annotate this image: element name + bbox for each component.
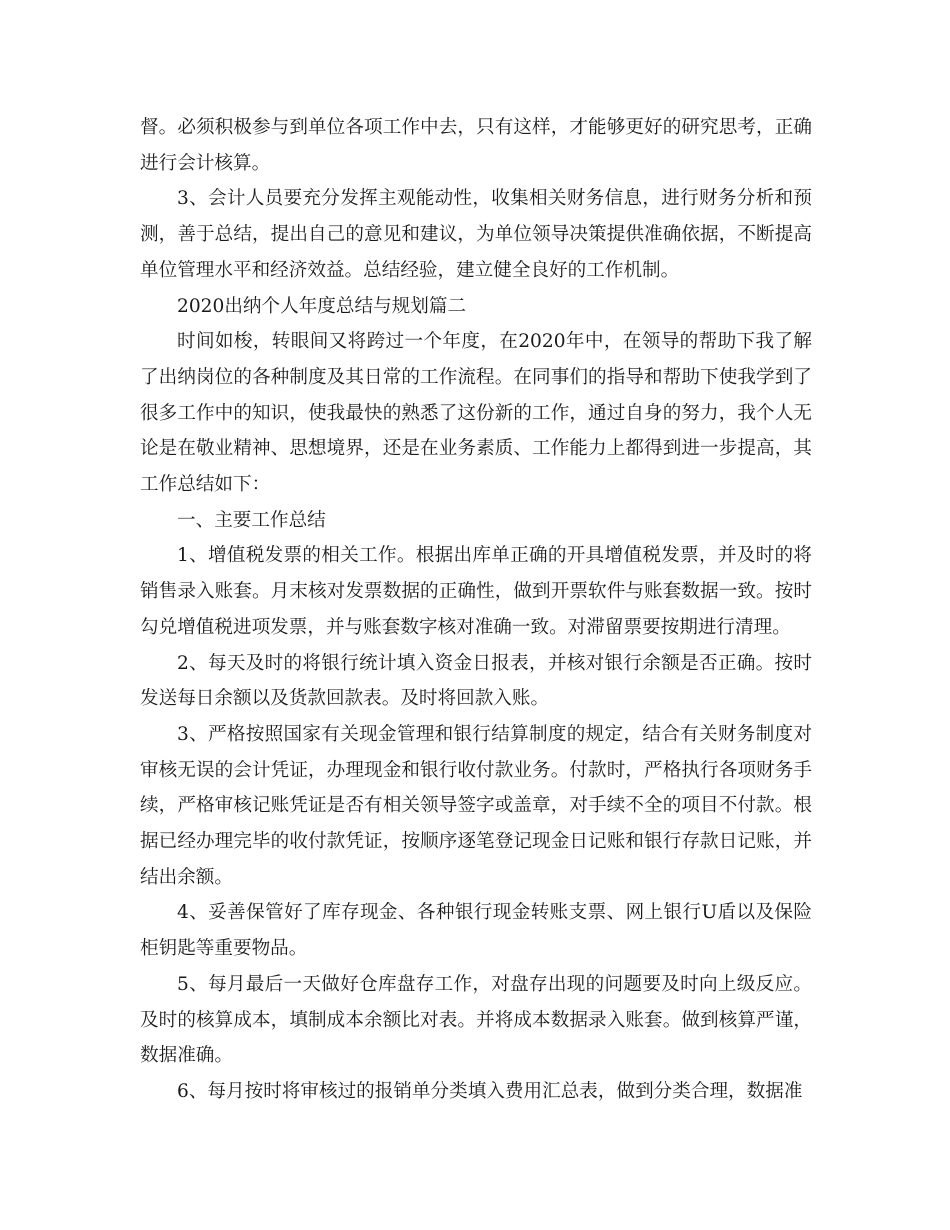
document-body	[140, 110, 812, 1110]
paragraph-intro: 时间如梭，转眼间又将跨过一个年度，在2020年中，在领导的帮助下我了解了出纳岗位的各种制度及其日常的工作流程。在同事们的指导和帮助下使我学到了很多工作中的知识，使我最快的熟悉了这份新的工作，通过自身的努力，我个人无论是在敬业精神、思想境界，还是在业务素质、工作能力上都得到进一步提高，其工作总结如下：	[140, 331, 812, 496]
paragraph-item-1: 1、增值税发票的相关工作。根据出库单正确的开具增值税发票，并及时的将销售录入账套。月末核对发票数据的正确性，做到开票软件与账套数据一致。按时勾兑增值税进项发票，并与账套数字核对准确一致。对滞留票要按期进行清理。	[140, 545, 812, 638]
paragraph-item-4: 4、妥善保管好了库存现金、各种银行现金转账支票、网上银行U盾以及保险柜钥匙等重要物品。	[140, 902, 812, 960]
subsection-heading: 一、主要工作总结	[177, 509, 326, 531]
paragraph-continuation: 督。必须积极参与到单位各项工作中去，只有这样，才能够更好的研究思考，正确进行会计核算。	[140, 117, 812, 174]
paragraph-item-2: 2、每天及时的将银行统计填入资金日报表，并核对银行余额是否正确。按时发送每日余额以及货款回款表。及时将回款入账。	[140, 652, 812, 710]
paragraph-item-6: 6、每月按时将审核过的报销单分类填入费用汇总表，做到分类合理，数据准	[177, 1080, 803, 1102]
paragraph-item-3: 3、会计人员要充分发挥主观能动性，收集相关财务信息，进行财务分析和预测，善于总结，提出自己的意见和建议，为单位领导决策提供准确依据，不断提高单位管理水平和经济效益。总结经验，建立健全良好的工作机制。	[140, 188, 812, 281]
paragraph-item-3b: 3、严格按照国家有关现金管理和银行结算制度的规定，结合有关财务制度对审核无误的会计凭证，办理现金和银行收付款业务。付款时，严格执行各项财务手续，严格审核记账凭证是否有相关领导签字或盖章，对手续不全的项目不付款。根据已经办理完毕的收付款凭证，按顺序逐笔登记现金日记账和银行存款日记账，并结出余额。	[140, 723, 812, 888]
section-heading: 2020出纳个人年度总结与规划篇二	[177, 295, 467, 317]
paragraph-item-5: 5、每月最后一天做好仓库盘存工作，对盘存出现的问题要及时向上级反应。及时的核算成本，填制成本余额比对表。并将成本数据录入账套。做到核算严谨，数据准确。	[140, 973, 812, 1067]
